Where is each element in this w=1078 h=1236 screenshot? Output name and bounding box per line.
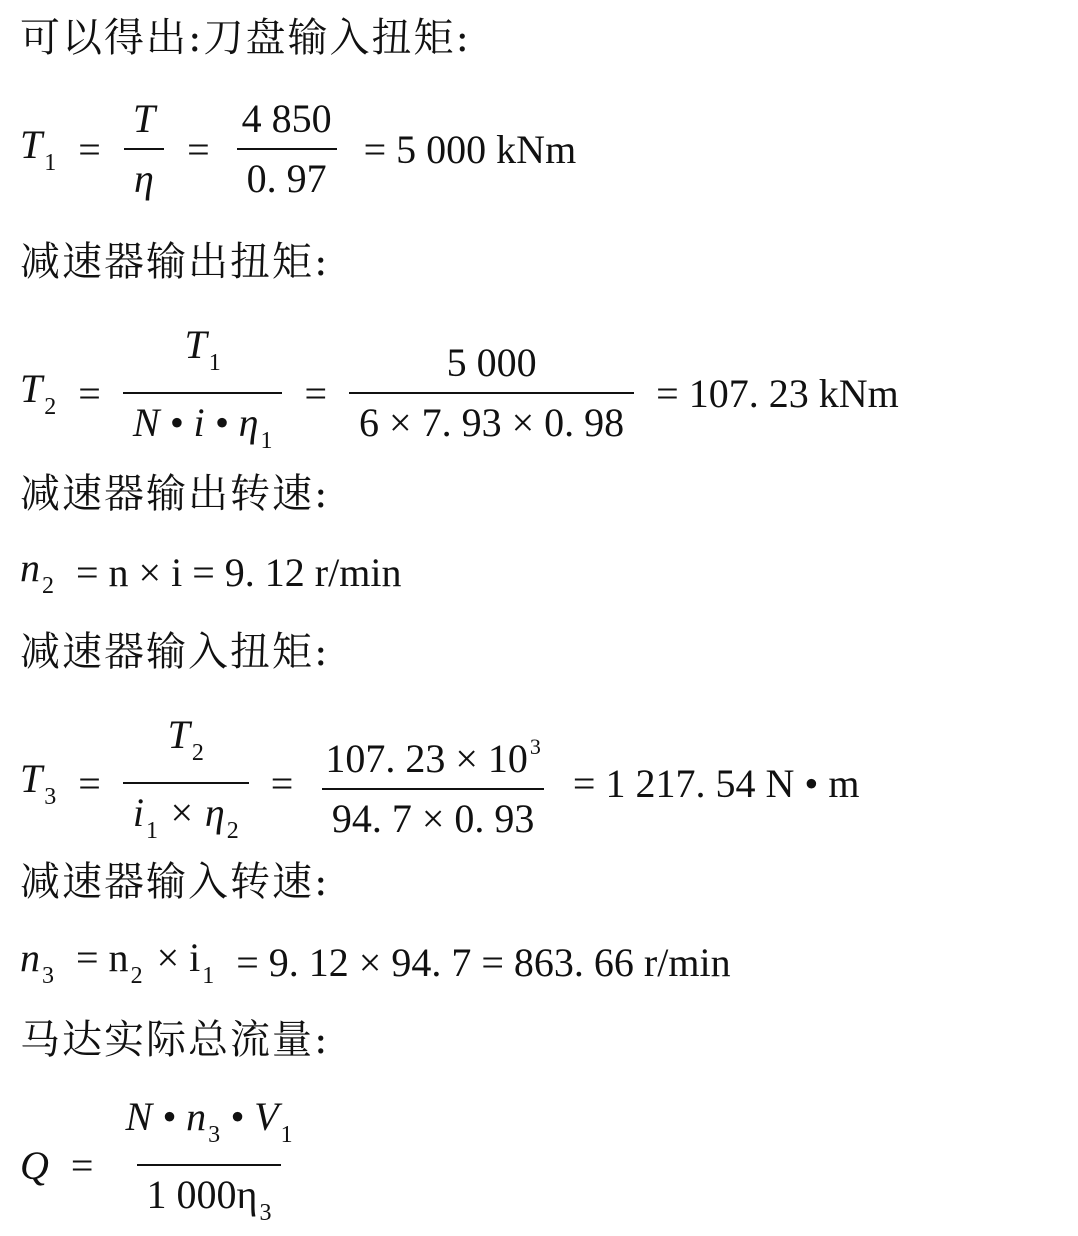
eq5-term-2: × $i_1$ (156, 935, 215, 989)
eq4-fraction-2: $\frac{107. 23 \times 10^3}{94. 7 \times 0. 93}$ (315, 724, 551, 842)
eq5-term-1: = $n_2$ (76, 935, 143, 989)
eq4-fraction-1: $\frac{T_2}{i_1 \times \eta_2}$ (123, 712, 249, 854)
eq5-lhs: $n_3$ (20, 935, 54, 989)
label-reducer-output-torque: 减速器输出扭矩: (20, 239, 330, 285)
eq6-lhs: Q (20, 1142, 49, 1188)
eq2-fraction-2: $\frac{5 000}{6 \times 7. 93 \times 0. 98}$ (349, 340, 634, 446)
label-cutterhead-input-torque: 可以得出:刀盘输入扭矩: (20, 15, 471, 61)
equation-motor-flow: Q = $\frac{N • n_3 • V_1}{1 000\eta_3}$ (20, 1094, 303, 1236)
eq3-lhs: $n_2$ (20, 545, 54, 599)
eq2-fraction-1: $\frac{T_1}{N • i • \eta_1}$ (123, 322, 283, 464)
eq1-fraction-2: $\frac{4 850}{0. 97}$ (232, 96, 342, 202)
eq4-result: = 1 217. 54 N • m (572, 760, 860, 806)
label-reducer-output-speed: 减速器输出转速: (20, 471, 330, 517)
label-reducer-input-speed: 减速器输入转速: (20, 859, 330, 905)
label-motor-total-flow: 马达实际总流量: (20, 1017, 330, 1063)
eq1-lhs: $T_1$ (20, 122, 57, 176)
eq1-fraction-1: $\frac{T}{\eta}$ (123, 96, 165, 202)
eq2-result: = 107. 23 kNm (656, 370, 899, 416)
equation-reducer-output-speed (20, 544, 401, 600)
equation-reducer-output-torque: $T_2$ = $\frac{T_1}{N • i • \eta_1}$ = $\frac{5 000}{6 \times 7. 93 \times 0. 98}$ = 107. 23 kNm (20, 322, 899, 464)
eq4-lhs: $T_3$ (20, 756, 57, 810)
eq5-result: = 9. 12 × 94. 7 = 863. 66 r/min (236, 939, 731, 985)
eq1-result: = 5 000 kNm (363, 126, 577, 172)
eq3-rhs: = n × i = 9. 12 r/min (76, 549, 402, 595)
eq2-lhs: $T_2$ (20, 366, 57, 420)
equation-reducer-input-speed (20, 934, 731, 990)
eq6-fraction: $\frac{N • n_3 • V_1}{1 000\eta_3}$ (115, 1094, 302, 1236)
equation-reducer-input-torque: $T_3$ = $\frac{T_2}{i_1 \times \eta_2}$ = $\frac{107. 23 \times 10^3}{94. 7 \times 0. 93}$ = 1 217. 54 N • m (20, 712, 859, 854)
label-reducer-input-torque: 减速器输入扭矩: (20, 629, 330, 675)
equation-cutterhead-torque: $T_1$ = $\frac{T}{\eta}$ = $\frac{4 850}{0. 97}$ = 5 000 kNm (20, 96, 577, 201)
